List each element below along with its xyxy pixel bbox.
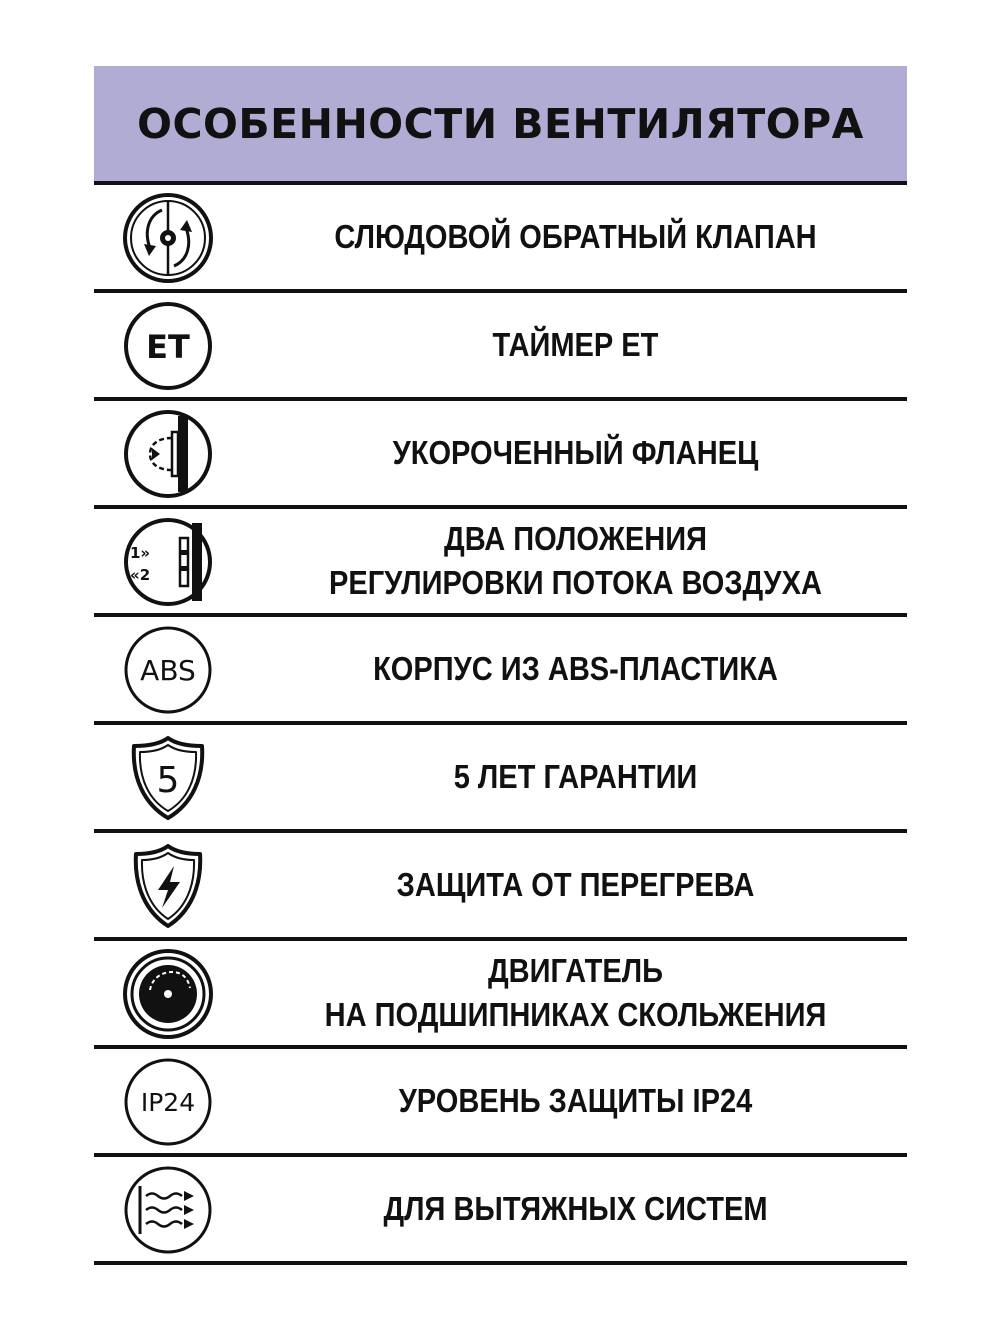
feature-label-line: ДЛЯ ВЫТЯЖНЫХ СИСТЕМ: [383, 1190, 768, 1227]
feature-label-line: СЛЮДОВОЙ ОБРАТНЫЙ КЛАПАН: [334, 218, 817, 255]
feature-row: [94, 401, 907, 505]
abs-plastic-icon: [122, 624, 214, 716]
feature-row: [94, 941, 907, 1045]
feature-label-line: УРОВЕНЬ ЗАЩИТЫ IP24: [398, 1082, 753, 1119]
mica-check-valve-icon: [122, 192, 214, 284]
exhaust-airflow-icon: [122, 1164, 214, 1256]
feature-label-line: НА ПОДШИПНИКАХ СКОЛЬЖЕНИЯ: [324, 996, 827, 1033]
header-banner: [94, 66, 907, 181]
warranty-shield-icon: [122, 732, 214, 824]
position-two-text: «2: [130, 566, 151, 584]
feature-row: [94, 1157, 907, 1261]
feature-row: [94, 617, 907, 721]
feature-label: [284, 725, 867, 829]
short-flange-icon: [122, 408, 214, 500]
abs-icon-text: ABS: [140, 654, 196, 687]
airflow-positions-icon: [122, 516, 214, 608]
divider: [94, 1261, 907, 1265]
ip24-icon: [122, 1056, 214, 1148]
feature-label-line: УКОРОЧЕННЫЙ ФЛАНЕЦ: [392, 434, 759, 471]
et-icon-text: ET: [146, 328, 190, 366]
sleeve-bearing-motor-icon: [122, 948, 214, 1040]
feature-row: [94, 185, 907, 289]
feature-label-line: КОРПУС ИЗ ABS-ПЛАСТИКА: [373, 650, 778, 687]
feature-label: [284, 185, 867, 289]
feature-label: [284, 401, 867, 505]
feature-label: [284, 1157, 867, 1261]
feature-label: [284, 617, 867, 721]
feature-label: [284, 509, 867, 613]
feature-row: [94, 1049, 907, 1153]
feature-label: [284, 833, 867, 937]
feature-label: [284, 941, 867, 1045]
feature-row: [94, 293, 907, 397]
feature-row: [94, 833, 907, 937]
page-title: ОСОБЕННОСТИ ВЕНТИЛЯТОРА: [137, 99, 864, 148]
feature-label-line: ДВА ПОЛОЖЕНИЯ: [444, 520, 707, 557]
position-one-text: 1»: [130, 544, 151, 562]
feature-row: [94, 509, 907, 613]
warranty-icon-text: 5: [156, 760, 180, 801]
overheat-shield-icon: [122, 840, 214, 932]
feature-label-line: ТАЙМЕР ЕТ: [492, 326, 659, 363]
ip24-icon-text: IP24: [140, 1088, 196, 1117]
feature-label-line: ЗАЩИТА ОТ ПЕРЕГРЕВА: [396, 866, 755, 903]
feature-label: [284, 1049, 867, 1153]
feature-row: [94, 725, 907, 829]
feature-label-line: ДВИГАТЕЛЬ: [487, 952, 664, 989]
feature-label-line: 5 ЛЕТ ГАРАНТИИ: [453, 758, 698, 795]
feature-label: [284, 293, 867, 397]
feature-label-line: РЕГУЛИРОВКИ ПОТОКА ВОЗДУХА: [329, 564, 822, 601]
features-sheet: [94, 66, 907, 1265]
et-timer-icon: [122, 300, 214, 392]
